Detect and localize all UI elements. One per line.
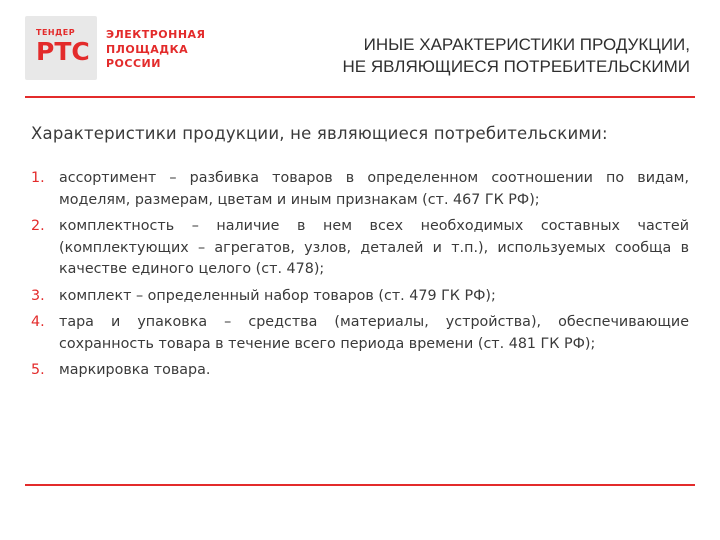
list-item-number: 1. [31, 170, 45, 186]
list-item [31, 168, 689, 211]
characteristics-list [31, 168, 689, 387]
list-item-number: 4. [31, 314, 45, 330]
logo-name-line: ЭЛЕКТРОННАЯ [106, 28, 206, 41]
page-title [343, 34, 690, 78]
list-item-text: тара и упаковка – средства (материалы, устройства), обеспечивающие сохранность товара в течение всего периода времени (ст. 481 ГК РФ); [59, 314, 689, 352]
list-item-text: ассортимент – разбивка товаров в определенном соотношении по видам, моделям, размерам, цветам и иным признакам (ст. 467 ГК РФ); [59, 170, 689, 208]
list-item-text: маркировка товара. [59, 362, 211, 378]
list-item [31, 216, 689, 281]
logo-name-line: ПЛОЩАДКА [106, 42, 189, 56]
list-item-text: комплект – определенный набор товаров (ст. 479 ГК РФ); [59, 287, 496, 304]
page-title-line-1: ИНЫЕ ХАРАКТЕРИСТИКИ ПРОДУКЦИИ, [363, 35, 690, 54]
footer-divider [25, 484, 695, 486]
list-item-number: 3. [31, 287, 45, 304]
logo-name-line: РОССИИ [106, 57, 161, 70]
header-divider [25, 96, 695, 98]
list-item [31, 360, 689, 382]
logo-rts-text: РТС [36, 37, 90, 66]
section-subtitle: Характеристики продукции, не являющиеся потребительскими: [31, 124, 608, 143]
logo-small-text: ТЕНДЕР [36, 28, 76, 37]
list-item-number: 5. [31, 362, 45, 378]
list-item-number: 2. [31, 218, 45, 234]
logo-name [106, 28, 206, 72]
list-item [31, 286, 689, 308]
page-title-line-2: НЕ ЯВЛЯЮЩИЕСЯ ПОТРЕБИТЕЛЬСКИМИ [342, 57, 690, 76]
list-item [31, 312, 689, 355]
list-item-text: комплектность – наличие в нем всех необходимых составных частей (комплектующих – агрегатов, узлов, деталей и т.п.), используемых сообща в качестве единого целого (ст. 478); [59, 218, 689, 277]
